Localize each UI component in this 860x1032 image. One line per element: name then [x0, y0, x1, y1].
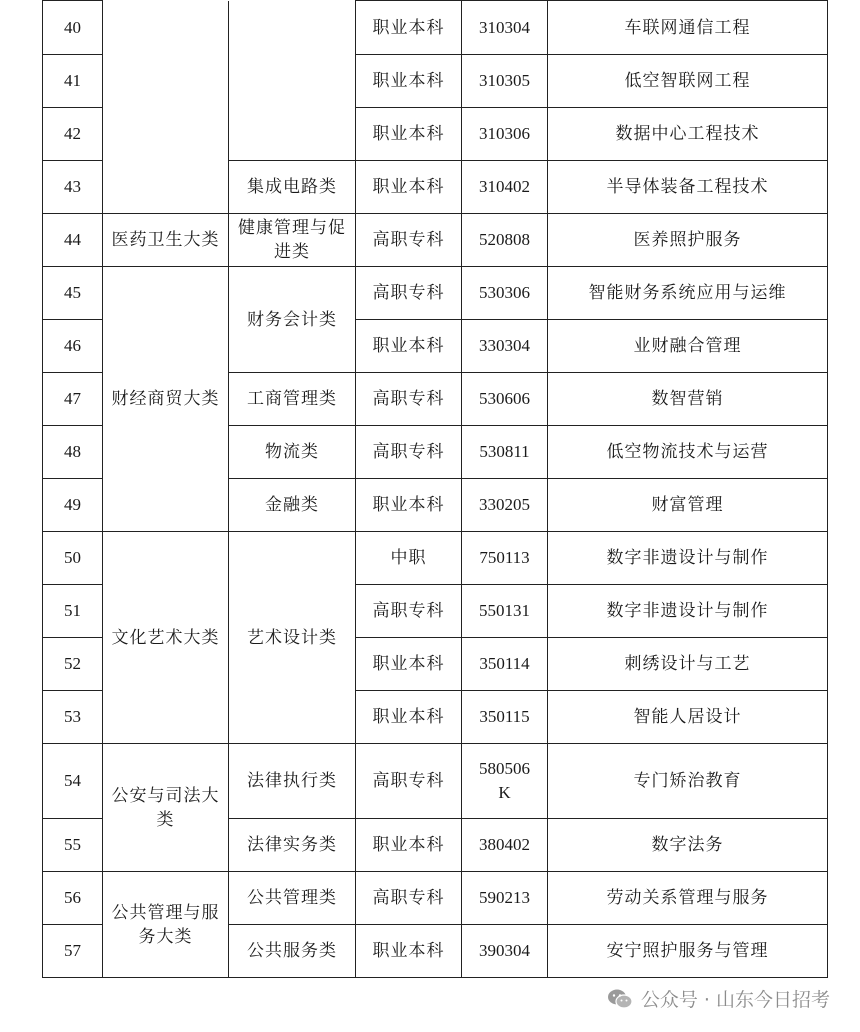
- major-code: 310304: [462, 1, 548, 55]
- row-number: 50: [43, 532, 103, 585]
- education-level: 职业本科: [356, 161, 462, 214]
- major-name: 业财融合管理: [548, 320, 828, 373]
- major-name: 专门矫治教育: [548, 744, 828, 819]
- subcategory-cell: 工商管理类: [229, 373, 356, 426]
- category-cell: 医药卫生大类: [103, 214, 229, 267]
- major-code: 310402: [462, 161, 548, 214]
- major-code: 580506K: [462, 744, 548, 819]
- education-level: 职业本科: [356, 479, 462, 532]
- category-cell: 财经商贸大类: [103, 267, 229, 532]
- education-level: 高职专科: [356, 744, 462, 819]
- education-level: 高职专科: [356, 426, 462, 479]
- education-level: 职业本科: [356, 691, 462, 744]
- watermark-text: 公众号 · 山东今日招考: [640, 989, 830, 1011]
- major-name: 智能财务系统应用与运维: [548, 267, 828, 320]
- major-name: 数字法务: [548, 819, 828, 872]
- major-name: 半导体装备工程技术: [548, 161, 828, 214]
- row-number: 51: [43, 585, 103, 638]
- row-number: 42: [43, 108, 103, 161]
- row-number: 43: [43, 161, 103, 214]
- major-name: 数字非遗设计与制作: [548, 532, 828, 585]
- major-code: 330205: [462, 479, 548, 532]
- row-number: 41: [43, 55, 103, 108]
- major-code: 530606: [462, 373, 548, 426]
- subcategory-cell: 物流类: [229, 426, 356, 479]
- major-name: 数智营销: [548, 373, 828, 426]
- category-cell: 公共管理与服务大类: [103, 872, 229, 978]
- row-number: 55: [43, 819, 103, 872]
- subcategory-cell: 健康管理与促进类: [229, 214, 356, 267]
- education-level: 职业本科: [356, 819, 462, 872]
- education-level: 职业本科: [356, 925, 462, 978]
- major-name: 车联网通信工程: [548, 1, 828, 55]
- row-number: 40: [43, 1, 103, 55]
- education-level: 高职专科: [356, 373, 462, 426]
- row-number: 46: [43, 320, 103, 373]
- row-number: 44: [43, 214, 103, 267]
- education-level: 高职专科: [356, 872, 462, 925]
- major-name: 劳动关系管理与服务: [548, 872, 828, 925]
- major-name: 智能人居设计: [548, 691, 828, 744]
- subcategory-cell: 法律实务类: [229, 819, 356, 872]
- major-code: 390304: [462, 925, 548, 978]
- category-cell: 公安与司法大类: [103, 744, 229, 872]
- row-number: 48: [43, 426, 103, 479]
- row-number: 49: [43, 479, 103, 532]
- education-level: 职业本科: [356, 320, 462, 373]
- major-name: 安宁照护服务与管理: [548, 925, 828, 978]
- major-code: 310305: [462, 55, 548, 108]
- major-name: 数字非遗设计与制作: [548, 585, 828, 638]
- major-code: 550131: [462, 585, 548, 638]
- table-row: [43, 744, 828, 819]
- education-level: 高职专科: [356, 267, 462, 320]
- education-level: 职业本科: [356, 108, 462, 161]
- major-code: 530811: [462, 426, 548, 479]
- major-name: 刺绣设计与工艺: [548, 638, 828, 691]
- major-code: 380402: [462, 819, 548, 872]
- major-name: 数据中心工程技术: [548, 108, 828, 161]
- watermark: [607, 985, 830, 1012]
- row-number: 54: [43, 744, 103, 819]
- major-code: 590213: [462, 872, 548, 925]
- table-row: [43, 1, 828, 55]
- wechat-icon: [607, 988, 633, 1010]
- major-code: 350115: [462, 691, 548, 744]
- major-code: 520808: [462, 214, 548, 267]
- row-number: 56: [43, 872, 103, 925]
- education-level: 职业本科: [356, 55, 462, 108]
- subcategory-cell: 法律执行类: [229, 744, 356, 819]
- row-number: 47: [43, 373, 103, 426]
- major-name: 医养照护服务: [548, 214, 828, 267]
- row-number: 45: [43, 267, 103, 320]
- table-row: [43, 267, 828, 320]
- major-code: 350114: [462, 638, 548, 691]
- category-cell-empty: [103, 1, 229, 214]
- subcategory-cell: 公共管理类: [229, 872, 356, 925]
- category-cell: 文化艺术大类: [103, 532, 229, 744]
- subcategory-cell: 集成电路类: [229, 161, 356, 214]
- major-name: 低空物流技术与运营: [548, 426, 828, 479]
- major-code: 330304: [462, 320, 548, 373]
- education-level: 中职: [356, 532, 462, 585]
- major-code: 750113: [462, 532, 548, 585]
- table-row: [43, 872, 828, 925]
- education-level: 高职专科: [356, 585, 462, 638]
- subcategory-cell: 公共服务类: [229, 925, 356, 978]
- education-level: 高职专科: [356, 214, 462, 267]
- major-name: 财富管理: [548, 479, 828, 532]
- major-code: 310306: [462, 108, 548, 161]
- subcategory-cell-empty: [229, 1, 356, 161]
- subcategory-cell: 金融类: [229, 479, 356, 532]
- education-level: 职业本科: [356, 1, 462, 55]
- table-row: [43, 214, 828, 267]
- major-code: 530306: [462, 267, 548, 320]
- row-number: 53: [43, 691, 103, 744]
- subcategory-cell: 财务会计类: [229, 267, 356, 373]
- subcategory-cell: 艺术设计类: [229, 532, 356, 744]
- table-row: [43, 532, 828, 585]
- education-level: 职业本科: [356, 638, 462, 691]
- row-number: 57: [43, 925, 103, 978]
- major-name: 低空智联网工程: [548, 55, 828, 108]
- majors-table: [42, 0, 828, 978]
- row-number: 52: [43, 638, 103, 691]
